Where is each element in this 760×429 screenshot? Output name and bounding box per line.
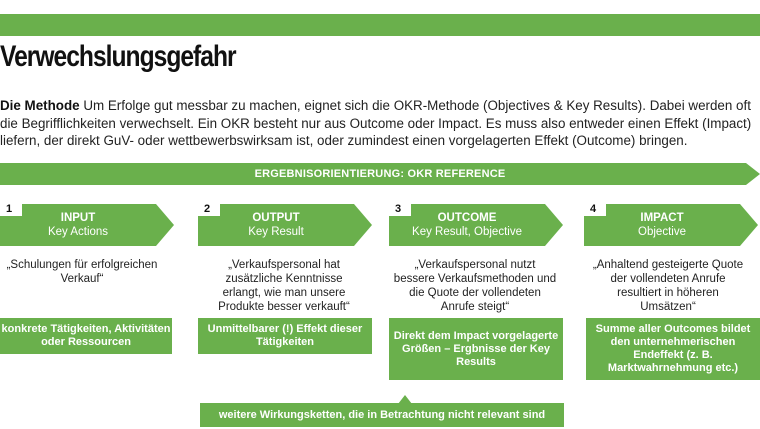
example-quote-impact: „Anhaltend gesteigerte Quote der vollendeten Anrufe resultiert in höheren Umsätzen“ [592,259,744,313]
step-arrow-shape [389,202,565,248]
step-subtitle: Key Actions [47,226,109,238]
step-input [0,202,176,248]
step-number: 2 [204,203,211,215]
step-subtitle: Objective [638,226,686,238]
top-accent-bar [0,14,760,36]
step-number: 1 [6,203,13,215]
step-output [198,202,374,248]
step-impact [584,202,760,248]
page-title: Verwechslungsgefahr [0,40,236,73]
description-box-impact: Summe aller Outcomes bildet den unternehmerischen Endeffekt (z. B. Marktwahrnehmung etc.) [586,318,760,380]
step-subtitle: Key Result, Objective [412,226,522,238]
footer-note: weitere Wirkungsketten, die in Betrachtung nicht relevant sind [200,403,564,427]
banner-label: ERGEBNISORIENTIERUNG: OKR REFERENCE [254,168,506,180]
step-arrow-shape [198,202,374,248]
step-outcome [389,202,565,248]
intro-lead: Die Methode [0,98,80,113]
description-box-output: Unmittelbarer (!) Effekt dieser Tätigkeiten [198,318,372,354]
intro-paragraph [0,97,760,150]
step-number: 3 [395,203,402,215]
description-box-input: konkrete Tätigkeiten, Aktivitäten oder Ressourcen [0,318,172,354]
step-title: OUTCOME [437,212,497,224]
step-title: IMPACT [640,212,684,224]
step-subtitle: Key Result [248,226,304,238]
intro-text: Um Erfolge gut messbar zu machen, eignet sich die OKR-Methode (Objectives & Key Results). Dabei werden oft die Begrifflichkeiten verwechselt. Ein OKR besteht nur aus Outcome oder Impact. Es muss also entweder einen Effekt (Impact) liefern, der direkt GuV- oder wettbewerbswirksam ist, oder zumindest einen vorgelagerten Effekt (Outcome) bringen. [0,98,752,148]
step-title: INPUT [60,212,96,224]
step-number: 4 [590,203,597,215]
example-quote-outcome: „Verkaufspersonal nutzt bessere Verkaufsmethoden und die Quote der vollendeten Anrufe steigt“ [393,259,557,313]
step-title: OUTPUT [252,212,300,224]
okr-reference-banner [0,163,760,185]
description-box-outcome: Direkt dem Impact vorgelagerte Größen – Ergbnisse der Key Results [389,318,563,380]
example-quote-output: „Verkaufspersonal hat zusätzliche Kenntnisse erlangt, wie man unsere Produkte besser verkauft“ [218,259,350,313]
step-arrow-shape [0,202,176,248]
step-arrow-shape [584,202,760,248]
example-quote-input: „Schulungen für erfolgreichen Verkauf“ [6,259,158,285]
